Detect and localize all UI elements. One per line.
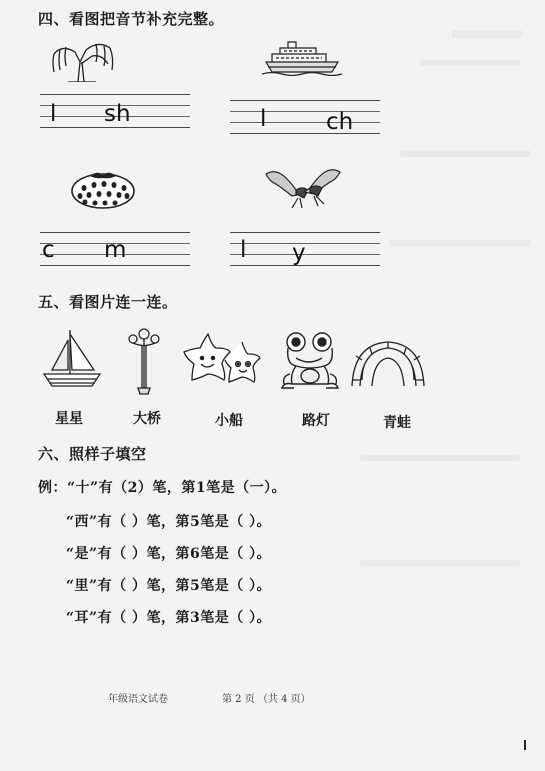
example-line: 例：“十”有（2）笔，第1笔是（一）。 — [38, 480, 287, 496]
ship-icon — [262, 40, 342, 76]
street-lamp-icon — [126, 326, 162, 396]
word-label: 大桥 — [133, 411, 161, 427]
bleed-through-mark — [420, 60, 520, 66]
fill-in-line: “里”有（ ）笔，第5笔是（ ）。 — [66, 578, 272, 594]
pinyin-letter: sh — [104, 101, 131, 127]
word-label: 青蛙 — [383, 415, 411, 431]
pinyin-letter: y — [292, 240, 306, 266]
fill-in-line: “耳”有（ ）笔，第3笔是（ ）。 — [66, 610, 272, 626]
section6-title: 六、照样子填空 — [38, 445, 147, 463]
bleed-through-mark — [360, 560, 520, 566]
fill-in-line: “西”有（ ）笔，第5笔是（ ）。 — [66, 514, 272, 530]
pinyin-letter: m — [104, 237, 127, 263]
pinyin-letter: l — [240, 237, 247, 263]
stars-icon — [180, 330, 266, 392]
word-label: 路灯 — [302, 413, 330, 429]
bleed-through-mark — [360, 455, 520, 461]
footer-title: 年级语文试卷 — [108, 694, 168, 705]
word-label: 小船 — [215, 413, 243, 429]
swallows-icon — [262, 164, 344, 210]
section5-title: 五、看图片连一连。 — [38, 293, 178, 311]
arch-bridge-icon — [350, 336, 426, 390]
page-number: 第 2 页 （共 4 页） — [222, 694, 311, 705]
section4-title: 四、看图把音节补充完整。 — [38, 10, 225, 28]
word-label: 星星 — [55, 411, 83, 427]
pinyin-writing-lines — [230, 100, 380, 134]
fill-in-line: “是”有（ ）笔，第6笔是（ ）。 — [66, 546, 272, 562]
strawberry-icon — [70, 168, 136, 210]
frog-icon — [278, 330, 342, 392]
pinyin-letter: c — [42, 237, 55, 263]
bleed-through-mark — [452, 30, 522, 38]
bleed-through-mark — [400, 150, 530, 157]
pinyin-letter: l — [260, 106, 267, 132]
bleed-through-mark — [390, 240, 530, 246]
pinyin-letter: ch — [326, 109, 354, 135]
sailboat-icon — [40, 326, 104, 392]
pinyin-letter: l — [50, 101, 57, 127]
edge-mark — [524, 740, 526, 750]
willow-tree-icon — [48, 38, 116, 82]
